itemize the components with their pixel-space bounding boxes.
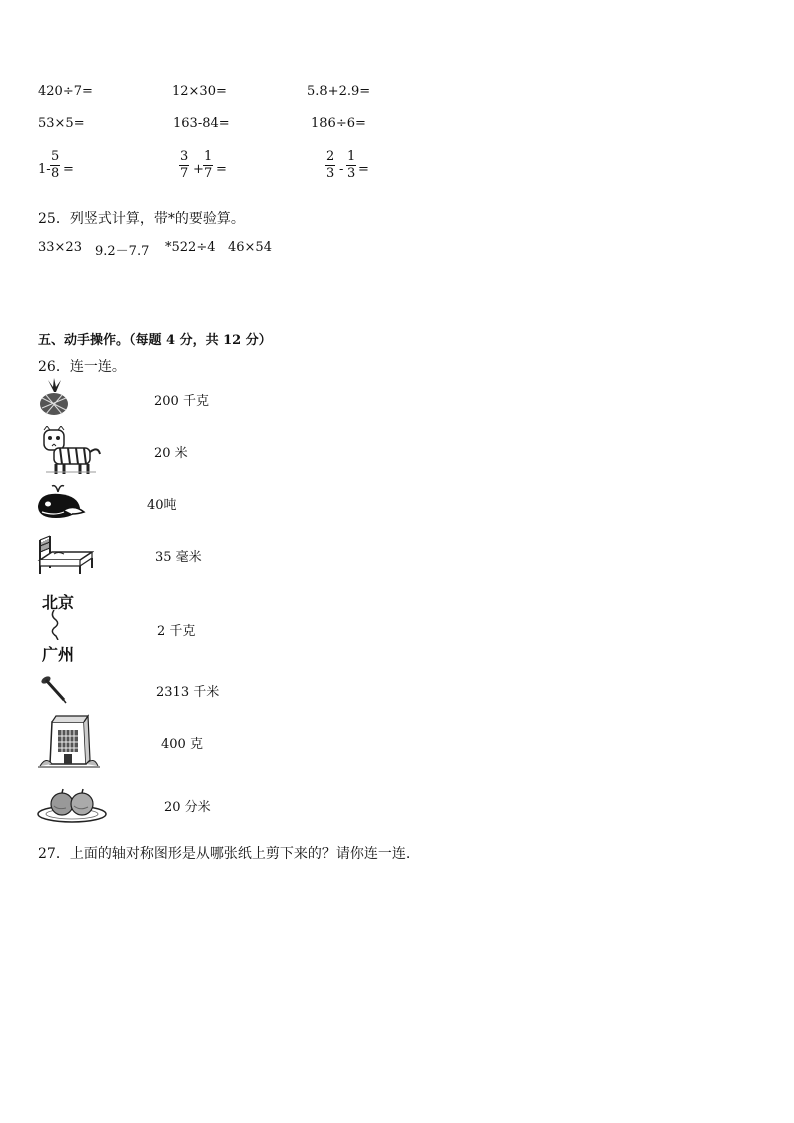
- section-5-title: 五、动手操作。（每题 4 分，共 12 分）: [38, 333, 272, 348]
- calc-item: 5.8+2.9=: [307, 84, 371, 99]
- whale-icon: [34, 484, 86, 522]
- route-line-icon: [44, 610, 74, 640]
- match-value: 2 千克: [157, 624, 196, 639]
- fraction-tail: =: [216, 162, 227, 177]
- numerator: 2: [326, 149, 335, 164]
- q25-item: 46×54: [228, 240, 272, 255]
- calc-item: 186÷6=: [311, 116, 366, 131]
- match-value: 2313 千米: [156, 685, 220, 700]
- match-value: 40吨: [147, 498, 177, 513]
- denominator: 7: [180, 166, 189, 181]
- calc-item: 12×30=: [172, 84, 227, 99]
- calc-item: 420÷7=: [38, 84, 93, 99]
- fraction: [179, 150, 189, 181]
- building-icon: [38, 712, 100, 768]
- fraction: [50, 150, 60, 181]
- q25-item: 9.2－7.7: [95, 244, 150, 259]
- numerator: 5: [51, 149, 60, 164]
- denominator: 3: [347, 166, 356, 181]
- question-26-title: 26．连一连。: [38, 359, 126, 375]
- match-value: 35 毫米: [155, 550, 202, 565]
- fraction-operator: +: [193, 162, 204, 177]
- question-27-title: 27．上面的轴对称图形是从哪张纸上剪下来的？请你连一连.: [38, 846, 411, 862]
- calc-item: 53×5=: [38, 116, 85, 131]
- denominator: 3: [326, 166, 335, 181]
- map-label-beijing: 北京: [42, 593, 75, 612]
- fraction-lead: 1-: [38, 162, 51, 177]
- denominator: 7: [204, 166, 213, 181]
- apples-on-plate-icon: [36, 786, 108, 824]
- match-value: 20 分米: [164, 800, 211, 815]
- fraction: [325, 150, 335, 181]
- calc-item: 163-84=: [173, 116, 230, 131]
- numerator: 1: [347, 149, 356, 164]
- match-value: 400 克: [161, 737, 203, 752]
- nail-icon: [40, 672, 68, 704]
- q25-item: *522÷4: [165, 240, 216, 255]
- pineapple-icon: [36, 378, 72, 416]
- match-value: 20 米: [154, 446, 188, 461]
- numerator: 1: [204, 149, 213, 164]
- q25-item: 33×23: [38, 240, 82, 255]
- match-value: 200 千克: [154, 394, 209, 409]
- fraction-tail: =: [63, 162, 74, 177]
- question-25-title: 25．列竖式计算，带*的要验算。: [38, 211, 245, 227]
- fraction: [203, 150, 213, 181]
- map-label-guangzhou: 广州: [42, 645, 75, 664]
- fraction-tail: =: [358, 162, 369, 177]
- bed-icon: [36, 532, 94, 576]
- tiger-icon: [36, 426, 102, 476]
- fraction: [346, 150, 356, 181]
- denominator: 8: [51, 166, 60, 181]
- numerator: 3: [180, 149, 189, 164]
- fraction-operator: -: [339, 162, 344, 177]
